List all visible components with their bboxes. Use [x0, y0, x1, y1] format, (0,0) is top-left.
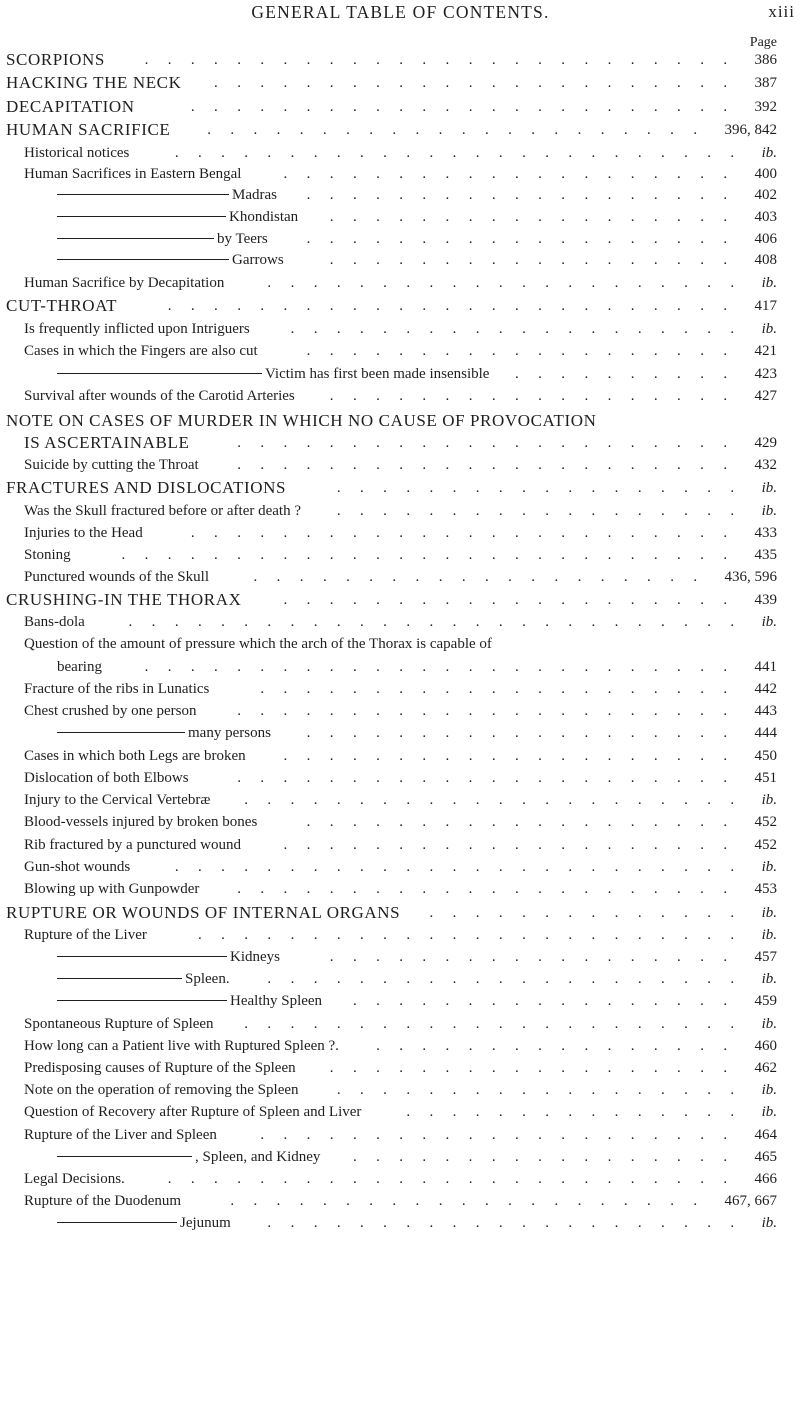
entry-title: [24, 611, 85, 633]
leader-dots: .......................: [214, 75, 747, 91]
leader-dots: ........................: [190, 525, 747, 541]
page-number: 452: [754, 837, 777, 853]
leader-dots: ..................: [329, 1060, 747, 1076]
leader-dots: ..................: [329, 949, 747, 965]
page-number: 402: [754, 187, 777, 203]
entry-title-text: Spleen.: [185, 971, 230, 987]
entry-title-text: Bans-dola: [24, 614, 85, 630]
toc-sub-entry: [0, 340, 801, 362]
leader-dots: ......................: [244, 792, 754, 808]
entry-title-text: FRACTURES AND DISLOCATIONS: [6, 478, 287, 497]
page-number: 467, 667: [724, 1193, 777, 1209]
toc-sub-entry: [0, 678, 801, 700]
entry-title: [24, 1190, 181, 1212]
page-number: 465: [754, 1149, 777, 1165]
entry-title: [24, 811, 257, 833]
toc-sub-entry: [0, 1168, 801, 1190]
page-number: 453: [754, 881, 777, 897]
entry-title: [24, 385, 295, 407]
toc-sub-entry: [0, 1212, 801, 1234]
toc-heading-entry: [0, 96, 801, 118]
toc-heading-entry: [0, 902, 801, 924]
page-number: 436, 596: [724, 569, 777, 585]
ditto-rule: [57, 1156, 192, 1157]
entry-title-text: Legal Decisions.: [24, 1171, 125, 1187]
entry-title: [57, 946, 280, 968]
page-number: ib.: [761, 792, 777, 808]
page-number: ib.: [761, 1082, 777, 1098]
entry-title-text: Kidneys: [230, 949, 280, 965]
entry-title-text: RUPTURE OR WOUNDS OF INTERNAL ORGANS: [6, 903, 401, 922]
entry-title: [24, 700, 196, 722]
page-number: 432: [754, 457, 777, 473]
leader-dots: .....................: [260, 1127, 747, 1143]
entry-title-text: CRUSHING-IN THE THORAX: [6, 590, 242, 609]
toc-sub-entry: [0, 633, 801, 655]
leader-dots: .....................: [267, 275, 754, 291]
entry-title: [24, 1013, 214, 1035]
leader-dots: ........................: [190, 99, 747, 115]
toc-heading-entry: [0, 432, 801, 454]
entry-title-text: IS ASCERTAINABLE: [24, 433, 190, 452]
page-number: 400: [754, 166, 777, 182]
leader-dots: ......................: [244, 1016, 754, 1032]
entry-title: [6, 410, 597, 432]
page-number: ib.: [761, 1016, 777, 1032]
entry-title: [6, 49, 105, 71]
entry-title: [24, 856, 130, 878]
entry-title-text: Stoning: [24, 547, 71, 563]
entry-title-text: Survival after wounds of the Carotid Arteries: [24, 388, 295, 404]
leader-dots: ................: [376, 1038, 747, 1054]
toc-sub-entry: [0, 1057, 801, 1079]
entry-title-text: Jejunum: [180, 1215, 231, 1231]
toc-sub-entry: [0, 249, 801, 271]
leader-dots: ..................: [329, 388, 747, 404]
entry-title-text: Chest crushed by one person: [24, 703, 197, 719]
entry-title-text: , Spleen, and Kidney: [195, 1149, 321, 1165]
ditto-rule: [57, 978, 182, 979]
entry-title-text: Injuries to the Head: [24, 525, 143, 541]
toc-sub-entry: [0, 454, 801, 476]
toc-sub-entry: [0, 228, 801, 250]
leader-dots: .................: [352, 993, 747, 1009]
entry-title: [57, 363, 489, 385]
leader-dots: ...............: [406, 1104, 754, 1120]
entry-title: [6, 902, 400, 924]
toc-sub-entry: [0, 318, 801, 340]
toc-heading-entry: [0, 72, 801, 94]
entry-title-text: Spontaneous Rupture of Spleen: [24, 1016, 214, 1032]
entry-title-text: Fracture of the ribs in Lunatics: [24, 681, 210, 697]
entry-title: [24, 544, 71, 566]
entry-title-text: Dislocation of both Elbows: [24, 770, 189, 786]
page-number: 459: [754, 993, 777, 1009]
ditto-rule: [57, 956, 227, 957]
leader-dots: ........................: [197, 927, 754, 943]
toc-sub-entry: [0, 142, 801, 164]
toc-heading-entry: [0, 119, 801, 141]
entry-title: [24, 1079, 299, 1101]
entry-title-text: Healthy Spleen: [230, 993, 323, 1009]
entry-title-text: Blowing up with Gunpowder: [24, 881, 200, 897]
page-number: 421: [754, 343, 777, 359]
leader-dots: ..................: [329, 209, 747, 225]
entry-title-text: Was the Skull fractured before or after death ?: [24, 503, 301, 519]
leader-dots: ......................: [237, 457, 747, 473]
toc-sub-entry: [0, 385, 801, 407]
toc-sub-entry: [0, 522, 801, 544]
ditto-rule: [57, 216, 226, 217]
leader-dots: ...................: [306, 343, 747, 359]
toc-sub-entry: [0, 946, 801, 968]
toc-sub-entry: [0, 1190, 801, 1212]
entry-title: [24, 633, 492, 655]
entry-title-text: Suicide by cutting the Throat: [24, 457, 199, 473]
leader-dots: ..........: [515, 366, 747, 382]
entry-title-text: Rupture of the Liver: [24, 927, 147, 943]
toc-sub-entry: [0, 500, 801, 522]
entry-title-text: Garrows: [232, 252, 284, 268]
toc-sub-entry: [0, 656, 801, 678]
leader-dots: ..................: [329, 252, 747, 268]
toc-sub-entry: [0, 700, 801, 722]
entry-title: [24, 924, 147, 946]
page-number: 442: [754, 681, 777, 697]
toc-sub-entry: [0, 878, 801, 900]
page-number: 457: [754, 949, 777, 965]
leader-dots: ......................: [237, 881, 747, 897]
leader-dots: .........................: [174, 145, 754, 161]
leader-dots: ..........................: [144, 659, 747, 675]
toc-sub-entry: [0, 745, 801, 767]
page-number: 452: [754, 814, 777, 830]
entry-title-text: HUMAN SACRIFICE: [6, 120, 171, 139]
entry-title: [24, 1124, 217, 1146]
ditto-rule: [57, 259, 229, 260]
toc-sub-entry: [0, 566, 801, 588]
toc-sub-entry: [0, 990, 801, 1012]
leader-dots: ..................: [336, 1082, 754, 1098]
leader-dots: ...........................: [128, 614, 754, 630]
entry-title: [24, 340, 258, 362]
ditto-rule: [57, 238, 214, 239]
entry-title: [24, 1057, 296, 1079]
page-folio: xiii: [768, 2, 795, 21]
entry-title-text: Gun-shot wounds: [24, 859, 131, 875]
entry-title: [24, 500, 301, 522]
page-number: 462: [754, 1060, 777, 1076]
toc-sub-entry: [0, 1101, 801, 1123]
toc-sub-entry: [0, 1146, 801, 1168]
leader-dots: ..................: [336, 503, 754, 519]
entry-title-text: Rupture of the Duodenum: [24, 1193, 182, 1209]
toc-sub-entry: [0, 1079, 801, 1101]
toc-sub-entry: [0, 272, 801, 294]
toc-heading-entry: [0, 589, 801, 611]
entry-title-text: HACKING THE NECK: [6, 73, 182, 92]
leader-dots: ......................: [237, 770, 747, 786]
entry-title: [6, 119, 170, 141]
toc-sub-entry: [0, 856, 801, 878]
toc-sub-entry: [0, 1124, 801, 1146]
entry-title-text: Rib fractured by a punctured wound: [24, 837, 242, 853]
toc-sub-entry: [0, 1013, 801, 1035]
toc-sub-entry: [0, 1035, 801, 1057]
page-number: ib.: [761, 614, 777, 630]
page-number: ib.: [761, 503, 777, 519]
page-number: 435: [754, 547, 777, 563]
entry-title: [57, 249, 284, 271]
leader-dots: ...................: [306, 187, 747, 203]
entry-title-text: NOTE ON CASES OF MURDER IN WHICH NO CAUSE OF PROVOCATION: [6, 411, 597, 430]
entry-title-text: bearing: [57, 659, 102, 675]
entry-title: [57, 722, 271, 744]
entry-title: [6, 295, 117, 317]
leader-dots: ...................: [306, 231, 747, 247]
entry-title-text: Is frequently inflicted upon Intriguers: [24, 321, 250, 337]
page-number: ib.: [761, 971, 777, 987]
leader-dots: ....................: [253, 569, 717, 585]
entry-title: [24, 834, 241, 856]
page-number: ib.: [761, 480, 777, 496]
entry-title: [57, 184, 277, 206]
toc-sub-entry: [0, 544, 801, 566]
entry-title-text: Madras: [232, 187, 277, 203]
entry-title: [6, 72, 182, 94]
entry-title-text: SCORPIONS: [6, 50, 105, 69]
entry-title: [24, 1101, 361, 1123]
toc-sub-entry: [0, 767, 801, 789]
entry-title: [24, 789, 210, 811]
ditto-rule: [57, 1222, 177, 1223]
entry-title-text: Punctured wounds of the Skull: [24, 569, 209, 585]
leader-dots: ..................: [336, 480, 754, 496]
entry-title: [6, 589, 241, 611]
entry-title: [57, 206, 298, 228]
leader-dots: ....................: [283, 748, 747, 764]
leader-dots: .....................: [230, 1193, 717, 1209]
entry-title-text: Human Sacrifice by Decapitation: [24, 275, 225, 291]
toc-sub-entry: [0, 789, 801, 811]
page-number: 403: [754, 209, 777, 225]
leader-dots: ...........................: [121, 547, 747, 563]
toc-sub-entry: [0, 924, 801, 946]
page-number: 441: [754, 659, 777, 675]
toc-sub-entry: [0, 811, 801, 833]
entry-title: [24, 1035, 339, 1057]
page-number: 443: [754, 703, 777, 719]
entry-title: [24, 318, 250, 340]
leader-dots: .................: [352, 1149, 747, 1165]
page-number: ib.: [761, 275, 777, 291]
entry-title-text: Injury to the Cervical Vertebræ: [24, 792, 211, 808]
ditto-rule: [57, 1000, 227, 1001]
entry-title-text: How long can a Patient live with Ruptured Spleen ?.: [24, 1038, 339, 1054]
page-number: ib.: [761, 859, 777, 875]
entry-title: [57, 990, 322, 1012]
entry-title: [24, 767, 189, 789]
entry-title: [24, 522, 143, 544]
entry-title: [24, 678, 209, 700]
toc-sub-entry: [0, 184, 801, 206]
toc-sub-entry: [0, 722, 801, 744]
toc-heading-entry: [0, 49, 801, 71]
entry-title: [24, 142, 129, 164]
entry-title: [24, 454, 199, 476]
page-number: 396, 842: [724, 122, 777, 138]
ditto-rule: [57, 194, 229, 195]
entry-title: [24, 432, 189, 454]
entry-title-text: Victim has first been made insensible: [265, 366, 490, 382]
leader-dots: ....................: [283, 837, 747, 853]
running-title: GENERAL TABLE OF CONTENTS.: [251, 2, 550, 22]
page-number: ib.: [761, 321, 777, 337]
page-column-label: Page: [749, 35, 777, 50]
page-number: 408: [754, 252, 777, 268]
entry-title-text: Blood-vessels injured by broken bones: [24, 814, 258, 830]
entry-title: [6, 96, 135, 118]
entry-title-text: Khondistan: [229, 209, 299, 225]
entry-title: [57, 1146, 320, 1168]
page-number: 392: [754, 99, 777, 115]
page-number: ib.: [761, 145, 777, 161]
toc-heading-entry: [0, 295, 801, 317]
page-number: 450: [754, 748, 777, 764]
leader-dots: ......................: [237, 435, 747, 451]
leader-dots: ......................: [207, 122, 717, 138]
entry-title: [57, 1212, 231, 1234]
entry-title-text: Cases in which the Fingers are also cut: [24, 343, 258, 359]
page-number: 466: [754, 1171, 777, 1187]
entry-title-text: Cases in which both Legs are broken: [24, 748, 246, 764]
page-number: ib.: [761, 905, 777, 921]
leader-dots: .....................: [267, 1215, 754, 1231]
page-number: 433: [754, 525, 777, 541]
leader-dots: ....................: [283, 166, 747, 182]
toc-heading-entry: [0, 410, 801, 432]
entry-title: [24, 272, 224, 294]
entry-title-text: DECAPITATION: [6, 97, 135, 116]
entry-title: [57, 968, 230, 990]
page-number: 451: [754, 770, 777, 786]
page-number: 439: [754, 592, 777, 608]
toc-heading-entry: [0, 477, 801, 499]
leader-dots: .....................: [260, 681, 747, 697]
entry-title: [24, 745, 246, 767]
entry-title-text: Human Sacrifices in Eastern Bengal: [24, 166, 242, 182]
leader-dots: .........................: [167, 298, 747, 314]
toc-sub-entry: [0, 611, 801, 633]
leader-dots: ......................: [237, 703, 747, 719]
toc-sub-entry: [0, 834, 801, 856]
toc-sub-entry: [0, 363, 801, 385]
page-number: 386: [754, 52, 777, 68]
leader-dots: .........................: [167, 1171, 747, 1187]
entry-title-text: Question of Recovery after Rupture of Spleen and Liver: [24, 1104, 362, 1120]
entry-title: [57, 228, 268, 250]
page-number: 429: [754, 435, 777, 451]
ditto-rule: [57, 732, 185, 733]
leader-dots: ..........................: [144, 52, 747, 68]
ditto-rule: [57, 373, 262, 374]
leader-dots: .....................: [267, 971, 754, 987]
page-number: ib.: [761, 927, 777, 943]
page-number: 387: [754, 75, 777, 91]
entry-title-text: Rupture of the Liver and Spleen: [24, 1127, 217, 1143]
entry-title: [6, 477, 286, 499]
entry-title-text: Note on the operation of removing the Spleen: [24, 1082, 299, 1098]
entry-title-text: Historical notices: [24, 145, 130, 161]
entry-title-text: many persons: [188, 725, 271, 741]
leader-dots: ..............: [429, 905, 754, 921]
entry-title-text: Predisposing causes of Rupture of the Spleen: [24, 1060, 296, 1076]
page-number: 423: [754, 366, 777, 382]
page-number: 444: [754, 725, 777, 741]
entry-title: [57, 656, 102, 678]
toc-sub-entry: [0, 163, 801, 185]
entry-title-text: CUT-THROAT: [6, 296, 118, 315]
entry-title: [24, 878, 199, 900]
leader-dots: .........................: [174, 859, 754, 875]
page-number: 460: [754, 1038, 777, 1054]
entry-title-text: by Teers: [217, 231, 268, 247]
page-number: 417: [754, 298, 777, 314]
leader-dots: ....................: [283, 592, 747, 608]
page-number: ib.: [761, 1104, 777, 1120]
toc-sub-entry: [0, 206, 801, 228]
entry-title: [24, 163, 241, 185]
page-number: 427: [754, 388, 777, 404]
toc-sub-entry: [0, 968, 801, 990]
leader-dots: ....................: [290, 321, 754, 337]
entry-title: [24, 1168, 125, 1190]
page-number: 464: [754, 1127, 777, 1143]
page-number: ib.: [761, 1215, 777, 1231]
entry-title: [24, 566, 209, 588]
leader-dots: ...................: [306, 725, 747, 741]
entry-title-text: Question of the amount of pressure which the arch of the Thorax is capable of: [24, 636, 492, 652]
leader-dots: ...................: [306, 814, 747, 830]
page-number: 406: [754, 231, 777, 247]
